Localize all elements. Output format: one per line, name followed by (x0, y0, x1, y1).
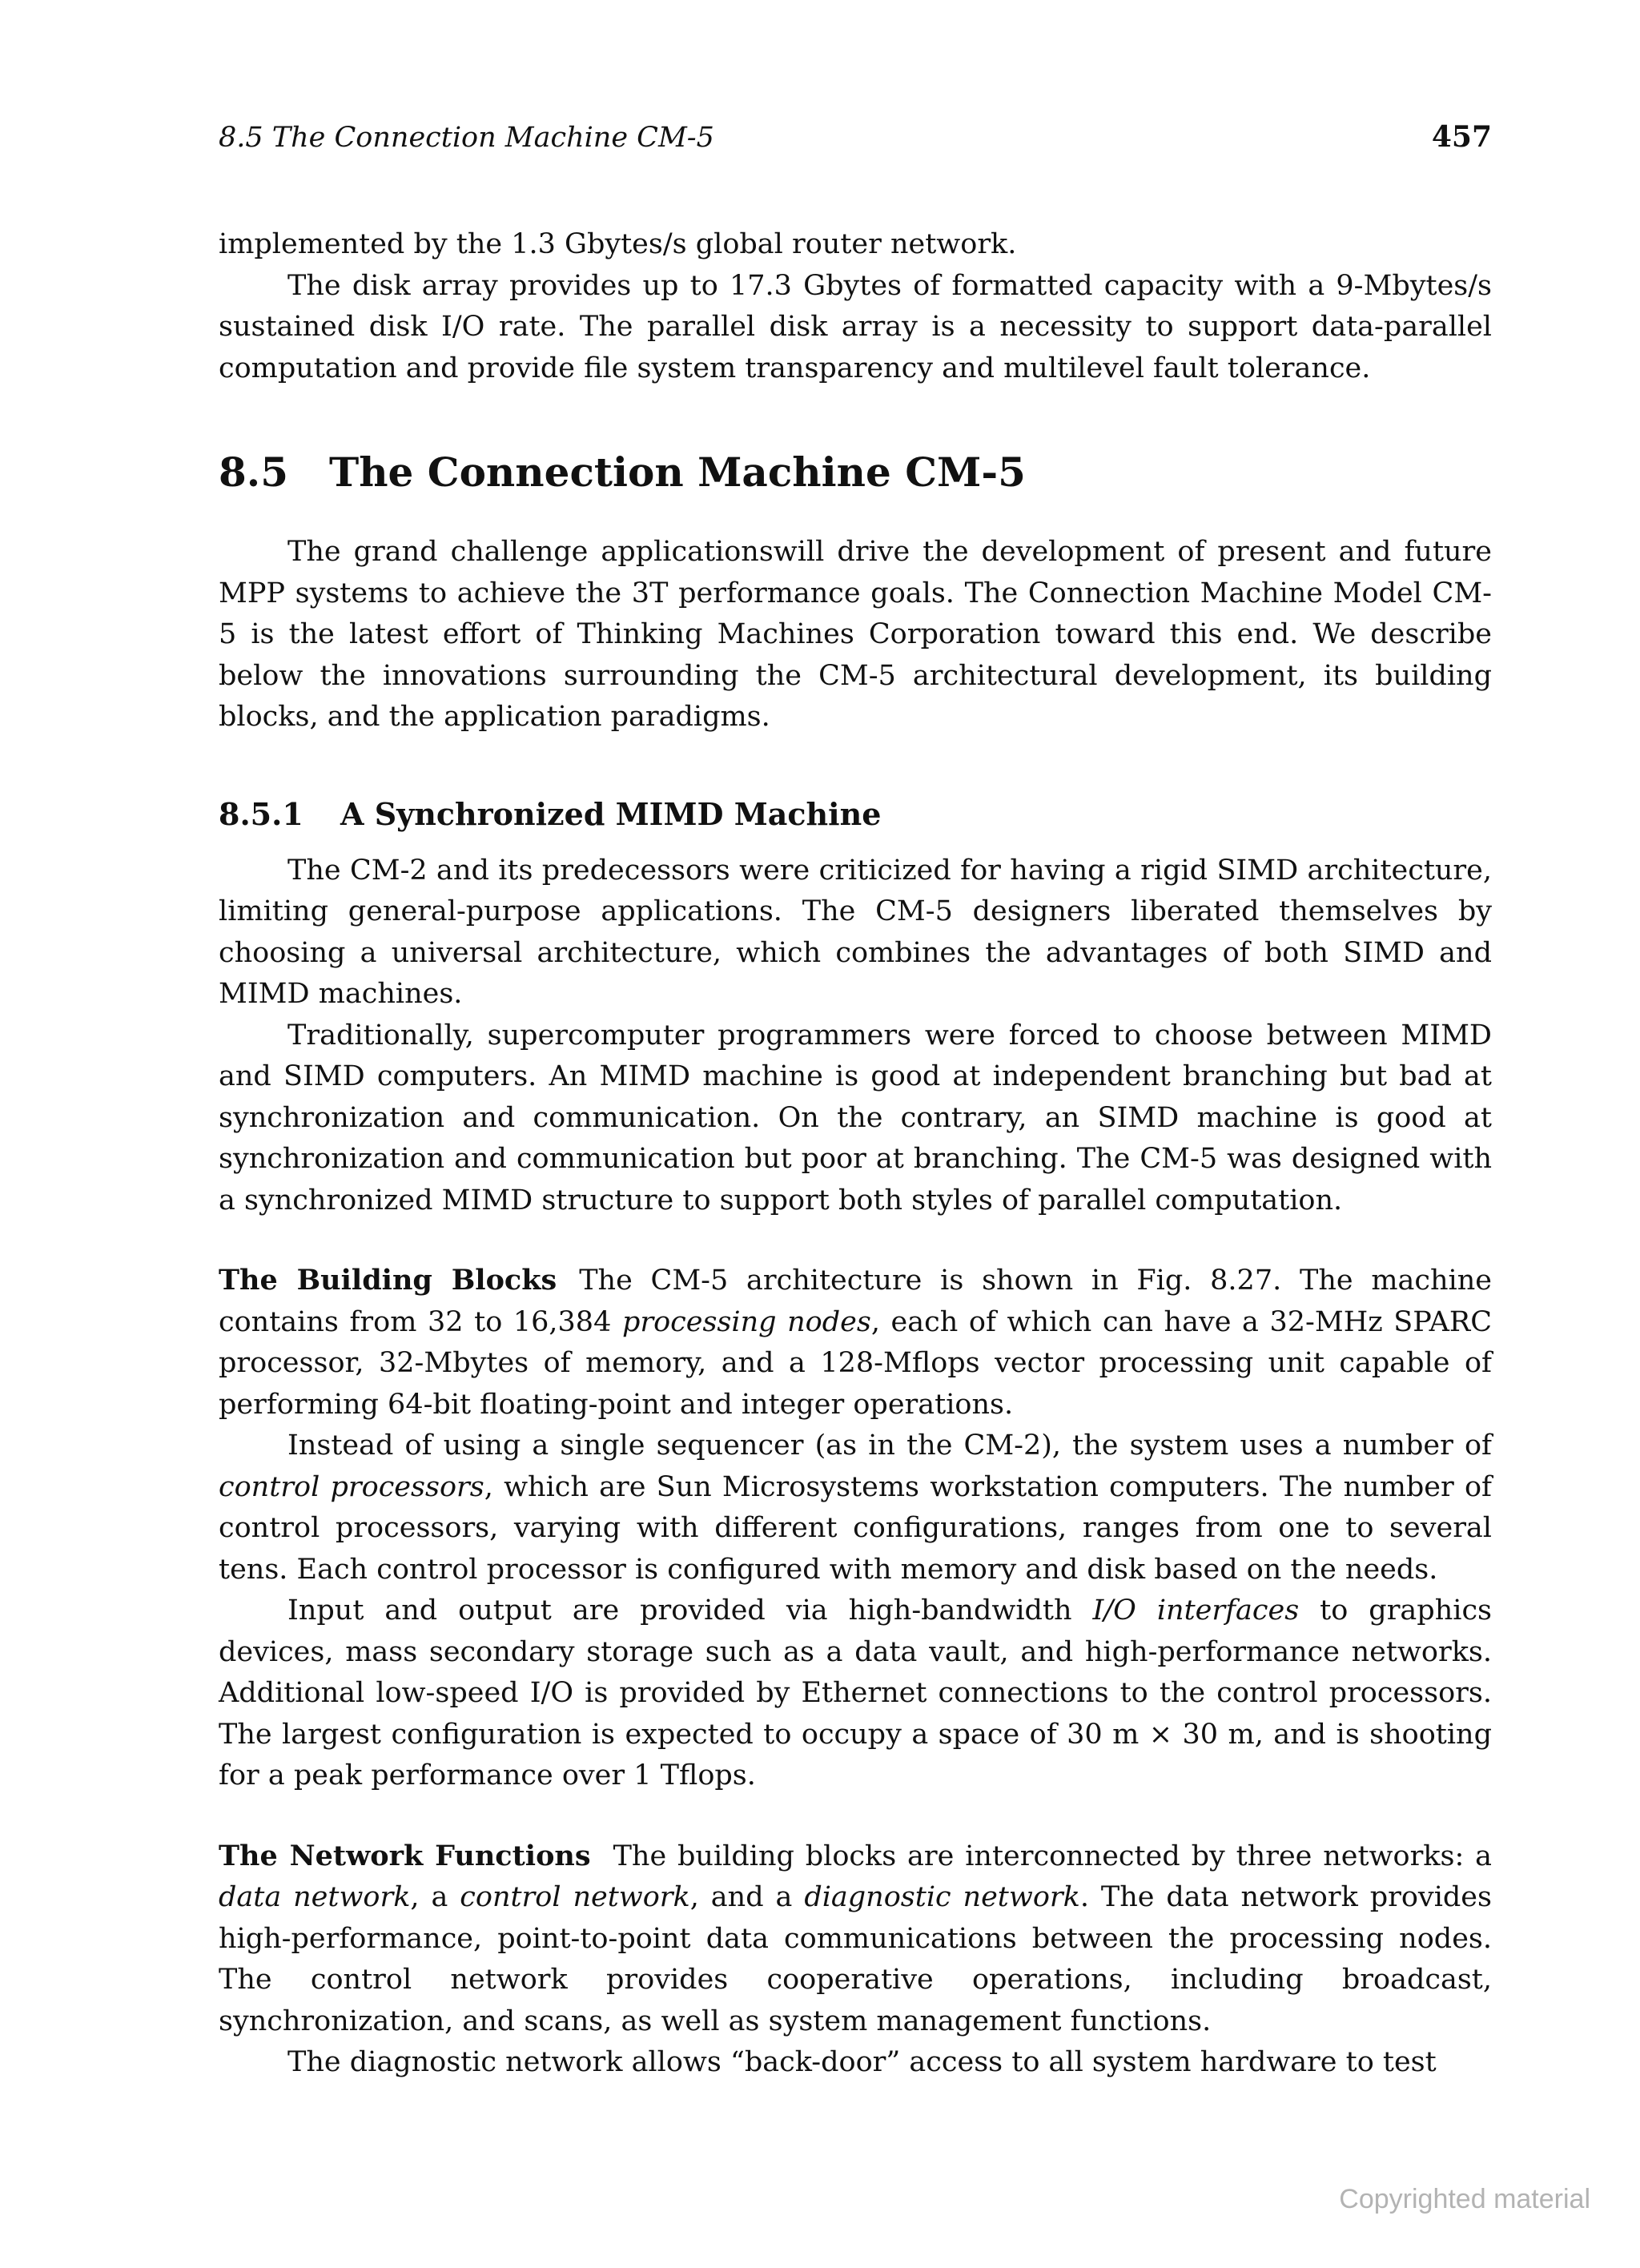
text-run: , a (410, 1881, 460, 1913)
subsection-title: A Synchronized MIMD Machine (340, 795, 882, 832)
text-run: , which are Sun Microsystems workstation computers. The number of control processors, varying with different configurations, ranges from one to several tens. Each control processor is configured with memory and disk based on the needs. (219, 1470, 1492, 1586)
building-blocks-heading: The Building Blocks (219, 1264, 557, 1297)
text-run: to graphics devices, mass secondary storage such as a data vault, and high-performance networks. Additional low-speed I/O is provided by Ethernet connections to the control processors. The largest configuration is expected to occupy a space of 30 m × 30 m, and is shooting for a peak performance over 1 Tflops. (219, 1594, 1493, 1791)
subsection-heading (219, 794, 1492, 834)
section-intro-paragraph: The grand challenge applicationswill drive the development of present and future MPP systems to achieve the 3T performance goals. The Connection Machine Model CM-5 is the latest effort of Thinking Machines Corporation toward this end. We describe below the innovations surrounding the CM-5 architectural development, its building blocks, and the application paradigms. (219, 536, 1492, 733)
emphasis-term: control network (460, 1881, 690, 1913)
building-blocks-block (219, 1260, 1492, 1797)
section-heading (219, 448, 1492, 497)
subsection-paragraph-1: The CM-2 and its predecessors were criticized for having a rigid SIMD architecture, limiting general-purpose applications. The CM-5 designers liberated themselves by choosing a universal architecture, which combines the advantages of both SIMD and MIMD machines. (219, 854, 1492, 1010)
text-run: . The data network provides high-performance, point-to-point data communications between the processing nodes. The control network provides cooperative operations, including broadcast, synchronization, and scans, as well as system management functions. (219, 1881, 1492, 2037)
network-functions-block (219, 1836, 1492, 2084)
section-title: The Connection Machine CM-5 (329, 448, 1026, 496)
building-blocks-paragraph-1 (219, 1260, 1492, 1426)
text-run: , each of which can have a 32-MHz SPARC processor, 32-Mbytes of memory, and a 128-Mflops vector processing unit capable of performing 64-bit floating-point and integer operations. (219, 1305, 1493, 1421)
copyright-watermark: Copyrighted material (1339, 2184, 1590, 2214)
emphasis-term: control processors (219, 1470, 484, 1503)
running-title: 8.5 The Connection Machine CM-5 (219, 122, 714, 154)
text-run: Input and output are provided via high-bandwidth (287, 1594, 1093, 1627)
emphasis-term: I/O interfaces (1092, 1594, 1300, 1627)
building-blocks-paragraph-2 (219, 1426, 1492, 1590)
network-functions-paragraph-2: The diagnostic network allows “back-door” access to all system hardware to test (287, 2046, 1437, 2078)
building-blocks-paragraph-3 (219, 1590, 1492, 1797)
network-functions-paragraph-1 (219, 1836, 1492, 2043)
text-run: The building blocks are interconnected by three networks: a (613, 1840, 1492, 1872)
page-number: 457 (1431, 120, 1492, 154)
text-run: , and a (689, 1881, 805, 1913)
emphasis-term: processing nodes (621, 1305, 871, 1338)
intro-paragraph: The disk array provides up to 17.3 Gbytes of formatted capacity with a 9-Mbytes/s sustained disk I/O rate. The parallel disk array is a necessity to support data-parallel computation and provide file system transparency and multilevel fault tolerance. (219, 269, 1492, 384)
section-number: 8.5 (219, 448, 288, 496)
subsection-paragraph-2: Traditionally, supercomputer programmers were forced to choose between MIMD and SIMD computers. An MIMD machine is good at independent branching but bad at synchronization and communication. On the contrary, an SIMD machine is good at synchronization and communication but poor at branching. The CM-5 was designed with a synchronized MIMD structure to support both styles of parallel computation. (219, 1019, 1492, 1216)
intro-line: implemented by the 1.3 Gbytes/s global router network. (219, 228, 1017, 260)
running-header (219, 120, 1492, 154)
text-run: The CM-5 architecture is shown in Fig. 8.27. The machine contains from 32 to 16,384 (219, 1265, 1492, 1338)
emphasis-term: diagnostic network (804, 1881, 1080, 1913)
page-body (219, 120, 1492, 2084)
emphasis-term: data network (219, 1881, 411, 1913)
text-run: Instead of using a single sequencer (as in the CM-2), the system uses a number of (287, 1430, 1492, 1462)
subsection-number: 8.5.1 (219, 795, 303, 832)
network-functions-heading: The Network Functions (219, 1839, 591, 1872)
